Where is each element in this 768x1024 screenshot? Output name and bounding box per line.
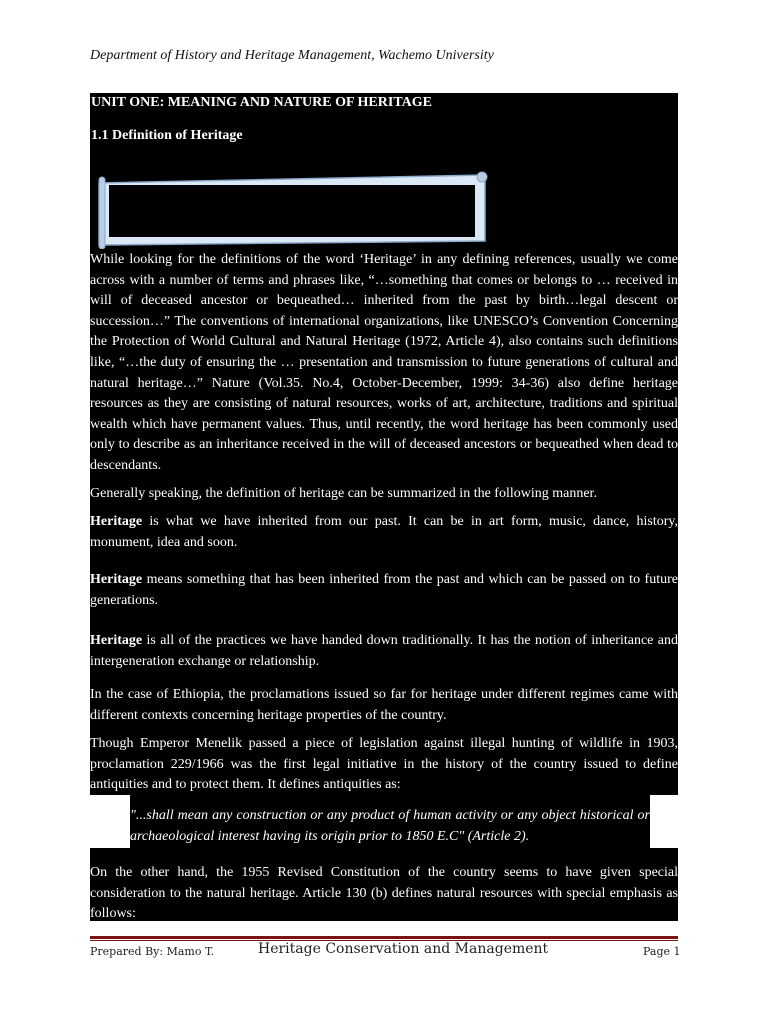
footer-prepared-by: Prepared By: Mamo T. bbox=[90, 945, 215, 958]
paragraph-constitution: On the other hand, the 1955 Revised Constitution of the country seems to have given special consideration to the natural heritage. Article 130 (b) defines natural resources with special emphasis as follows: bbox=[90, 865, 678, 922]
scroll-banner-svg bbox=[91, 171, 493, 249]
paragraph-heritage-1-text: is what we have inherited from our past. It can be in art form, music, dance, history, monument, idea and soon. bbox=[90, 514, 678, 550]
paragraph-menelik: Though Emperor Menelik passed a piece of legislation against illegal hunting of wildlife in 1903, proclamation 229/1966 was the first legal initiative in the history of the country issued to define antiquities and to protect them. It defines antiquities as: bbox=[90, 736, 678, 793]
footer-course-title: Heritage Conservation and Management bbox=[258, 941, 549, 957]
section-title: 1.1 Definition of Heritage bbox=[91, 128, 243, 143]
paragraph-ethiopia: In the case of Ethiopia, the proclamations issued so far for heritage under different regimes came with different contexts concerning heritage properties of the country. bbox=[90, 687, 678, 723]
bold-heritage-term: Heritage bbox=[90, 514, 143, 529]
bold-heritage-term: Heritage bbox=[90, 633, 143, 648]
bold-heritage-term: Heritage bbox=[90, 572, 143, 587]
paragraph-heritage-1 bbox=[90, 512, 678, 553]
page-header: Department of History and Heritage Management, Wachemo University bbox=[90, 48, 494, 63]
scroll-banner-graphic bbox=[91, 171, 493, 249]
footer-page-number: Page 1 bbox=[643, 945, 681, 958]
paragraph-heritage-2-text: means something that has been inherited from the past and which can be passed on to future generations. bbox=[90, 572, 678, 608]
unit-title: UNIT ONE: MEANING AND NATURE OF HERITAGE bbox=[91, 95, 432, 110]
footer-rule bbox=[90, 936, 678, 939]
paragraph-definitions: While looking for the definitions of the word ‘Heritage’ in any defining references, usually we come across with a number of terms and phrases like, “…something that comes or belongs to … received in will of deceased ancestor or bequeathed… inherited from the past by birth…legal descent or succession…” The conventions of international organizations, like UNESCO’s Convention Concerning the Protection of World Cultural and Natural Heritage (1972, Article 4), also contains such definitions like, “…the duty of ensuring the … presentation and transmission to future generations of cultural and natural heritage…” Nature (Vol.35. No.4, October-December, 1999: 34-36) also define heritage resources as they are consisting of natural resources, works of art, architecture, traditions and spiritual wealth which have permanent values. Thus, until recently, the word heritage has been commonly used only to describe as an inheritance received in the will of deceased ancestors or bequeathed when dead to descendants. bbox=[90, 252, 678, 473]
paragraph-heritage-2 bbox=[90, 570, 678, 611]
paragraph-summary-intro: Generally speaking, the definition of heritage can be summarized in the following manner. bbox=[90, 486, 597, 501]
antiquities-quote: "...shall mean any construction or any product of human activity or any object historical or archaeological interest having its origin prior to 1850 E.C" (Article 2). bbox=[130, 808, 650, 844]
paragraph-heritage-3 bbox=[90, 631, 678, 672]
paragraph-heritage-3-text: is all of the practices we have handed down traditionally. It has the notion of inheritance and intergeneration exchange or relationship. bbox=[90, 633, 678, 669]
